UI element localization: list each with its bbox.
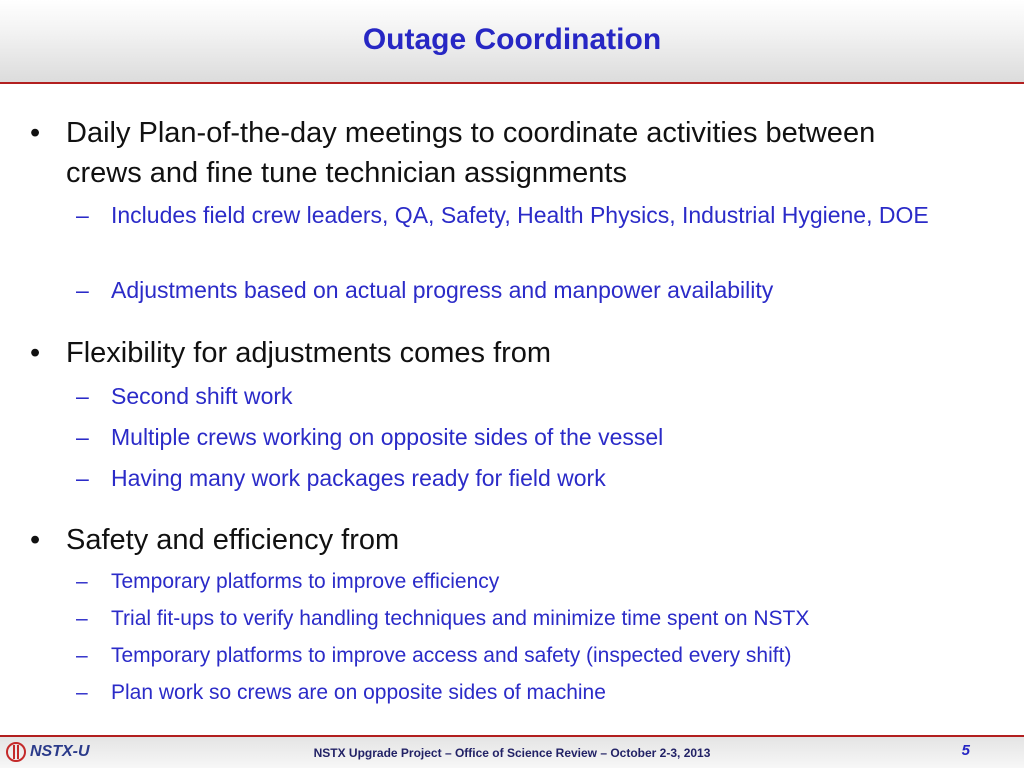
sub-text: Temporary platforms to improve efficiency <box>111 570 500 593</box>
bullet-text: Flexibility for adjustments comes from <box>66 337 552 369</box>
dash-marker: – <box>76 383 89 409</box>
dash-marker: – <box>76 424 89 450</box>
sub-text: Includes field crew leaders, QA, Safety, Health Physics, Industrial Hygiene, DOE <box>111 202 929 228</box>
sub-text: Temporary platforms to improve access and safety (inspected every shift) <box>111 644 792 667</box>
sub-item <box>76 198 966 232</box>
dash-marker: – <box>76 607 88 630</box>
bullet-dot: • <box>30 117 41 149</box>
footer-caption: NSTX Upgrade Project – Office of Science Review – October 2-3, 2013 <box>313 746 711 760</box>
bullet-item-2 <box>30 333 950 373</box>
sub-item <box>76 640 966 672</box>
bullet-item-1 <box>30 113 950 193</box>
logo-text: NSTX-U <box>30 743 90 760</box>
dash-marker: – <box>76 465 89 491</box>
sub-item <box>76 603 966 635</box>
bullet-dot: • <box>30 524 41 556</box>
sub-item <box>76 379 966 413</box>
bullet-text: Daily Plan-of-the-day meetings to coordinate activities between crews and fine tune technician assignments <box>66 117 876 189</box>
sub-text: Adjustments based on actual progress and manpower availability <box>111 277 774 303</box>
bullet-text: Safety and efficiency from <box>66 524 400 556</box>
sub-text: Trial fit-ups to verify handling techniques and minimize time spent on NSTX <box>111 607 810 630</box>
sub-item <box>76 273 966 307</box>
sub-item <box>76 677 966 709</box>
dash-marker: – <box>76 644 88 667</box>
dash-marker: – <box>76 570 88 593</box>
sub-item <box>76 461 966 495</box>
sub-text: Plan work so crews are on opposite sides of machine <box>111 681 606 704</box>
sub-item <box>76 420 966 454</box>
slide-title: Outage Coordination <box>362 23 662 56</box>
dash-marker: – <box>76 681 88 704</box>
page-number: 5 <box>961 742 970 759</box>
sub-text: Having many work packages ready for field work <box>111 465 606 491</box>
dash-marker: – <box>76 277 89 303</box>
bullet-item-3 <box>30 520 950 560</box>
sub-item <box>76 566 966 598</box>
sub-text: Second shift work <box>111 383 293 409</box>
dash-marker: – <box>76 202 89 228</box>
bullet-dot: • <box>30 337 41 369</box>
sub-text: Multiple crews working on opposite sides of the vessel <box>111 424 664 450</box>
